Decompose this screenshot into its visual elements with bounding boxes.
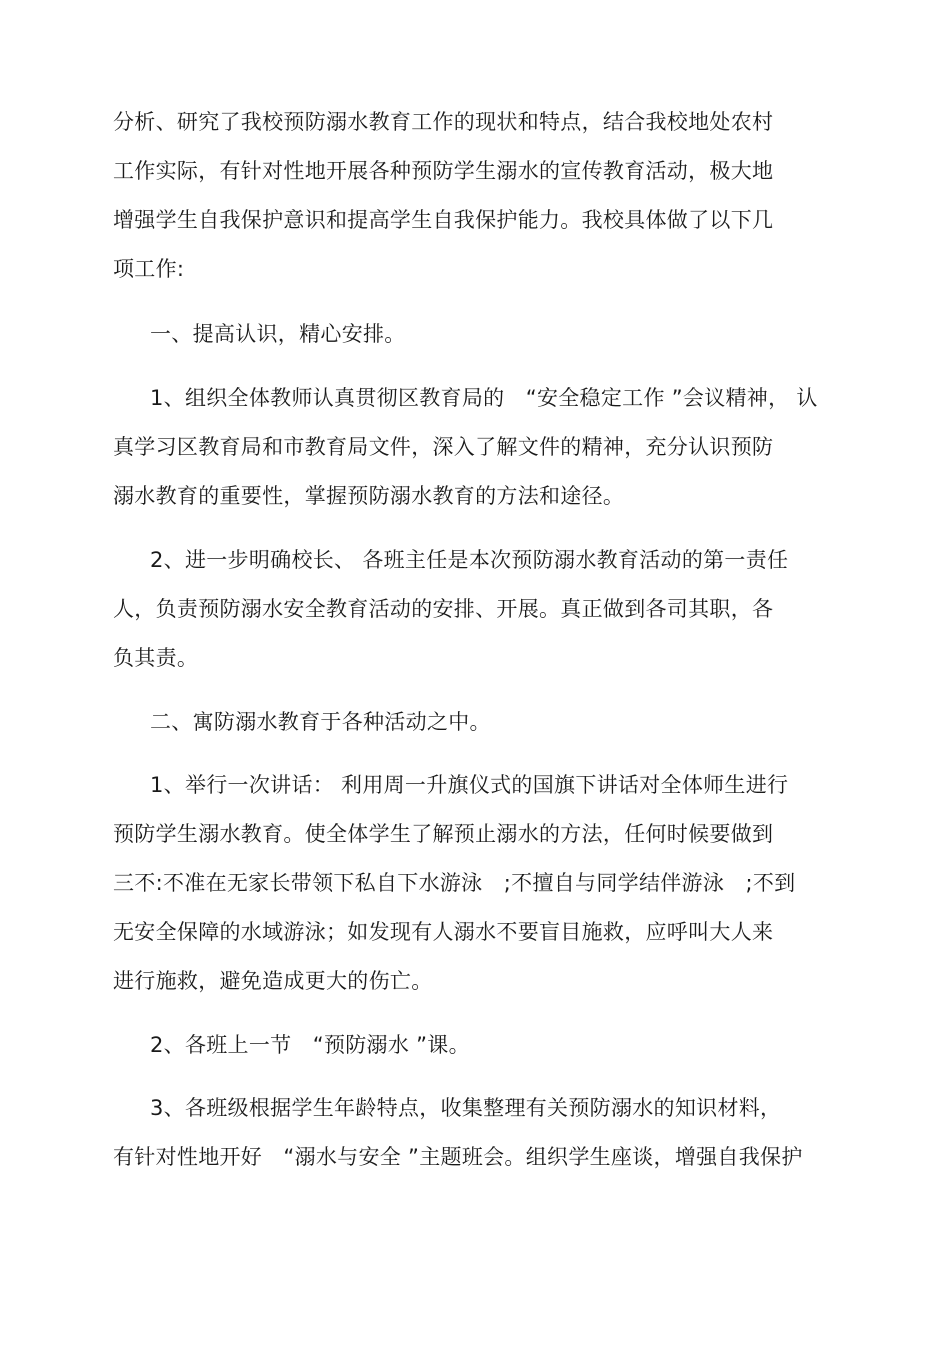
text-line: 1、举行一次讲话： 利用周一升旗仪式的国旗下讲话对全体师生进行: [150, 773, 789, 797]
section-heading: 一、提高认识，精心安排。: [150, 322, 406, 346]
text-line: 三不:不准在无家长带领下私自下水游泳 ;不擅自与同学结伴游泳 ;不到: [113, 871, 796, 895]
text-line: 2、各班上一节 “预防溺水 ”课。: [150, 1033, 470, 1057]
text-line: 增强学生自我保护意识和提高学生自我保护能力。我校具体做了以下几: [113, 208, 774, 232]
text-line: 项工作:: [113, 257, 185, 281]
text-line: 溺水教育的重要性，掌握预防溺水教育的方法和途径。: [113, 484, 625, 508]
text-line: 真学习区教育局和市教育局文件，深入了解文件的精神，充分认识预防: [113, 435, 774, 459]
text-line: 进行施救，避免造成更大的伤亡。: [113, 969, 433, 993]
text-line: 工作实际，有针对性地开展各种预防学生溺水的宣传教育活动，极大地: [113, 159, 774, 183]
text-line: 1、组织全体教师认真贯彻区教育局的 “安全稳定工作 ”会议精神， 认: [150, 386, 818, 410]
text-line: 无安全保障的水域游泳；如发现有人溺水不要盲目施救，应呼叫大人来: [113, 920, 774, 944]
text-line: 负其责。: [113, 646, 199, 670]
section-heading: 二、寓防溺水教育于各种活动之中。: [150, 710, 491, 734]
text-line: 2、进一步明确校长、 各班主任是本次预防溺水教育活动的第一责任: [150, 548, 789, 572]
text-line: 分析、研究了我校预防溺水教育工作的现状和特点，结合我校地处农村: [113, 110, 774, 134]
text-line: 3、各班级根据学生年龄特点，收集整理有关预防溺水的知识材料，: [150, 1096, 782, 1120]
text-line: 人，负责预防溺水安全教育活动的安排、开展。真正做到各司其职，各: [113, 597, 774, 621]
text-line: 预防学生溺水教育。使全体学生了解预止溺水的方法，任何时候要做到: [113, 822, 774, 846]
text-line: 有针对性地开好 “溺水与安全 ”主题班会。组织学生座谈，增强自我保护: [113, 1145, 803, 1169]
